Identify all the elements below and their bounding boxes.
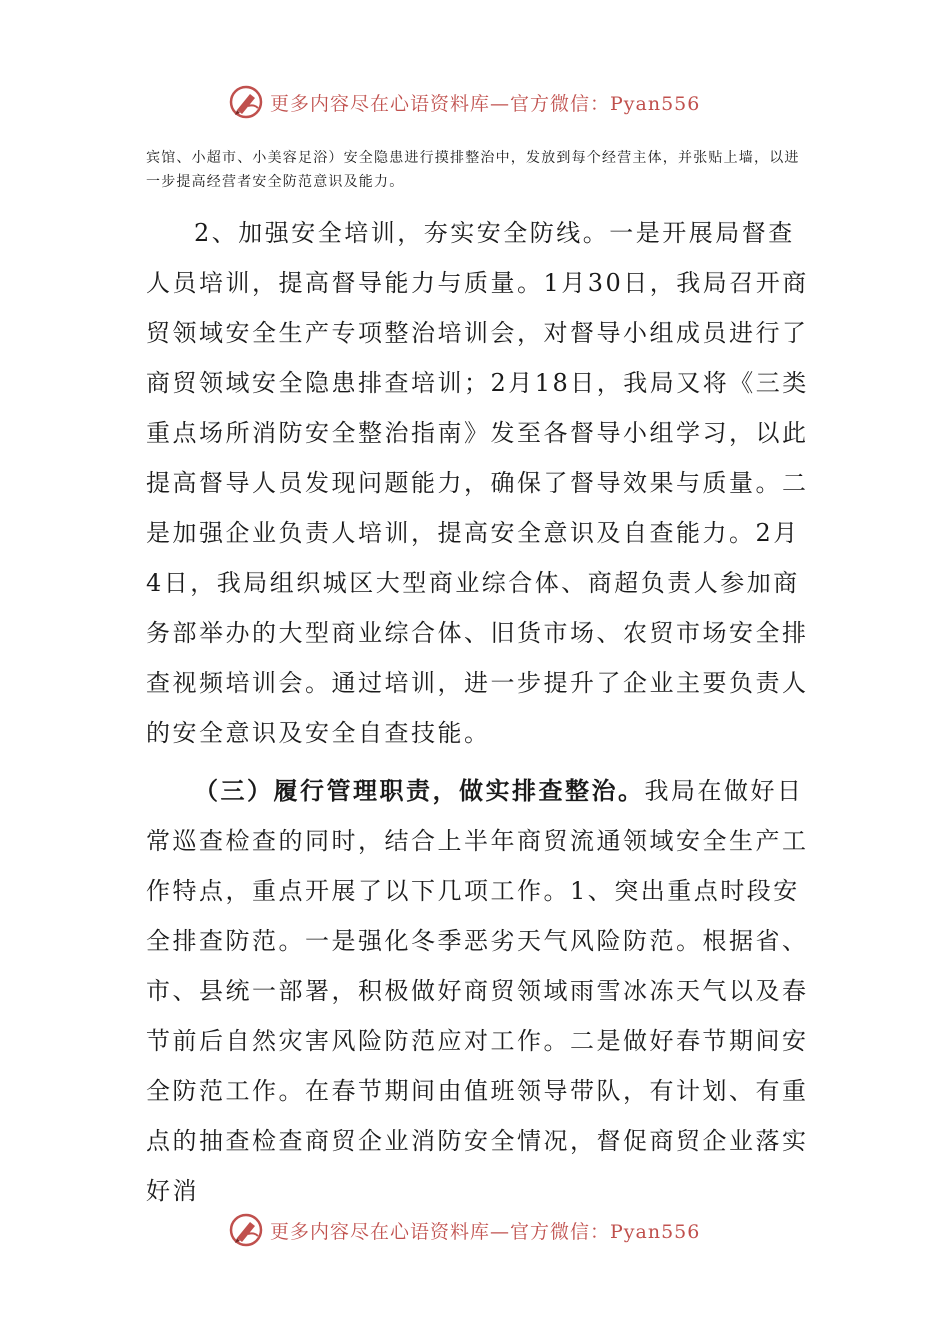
banner-text: 更多内容尽在心语资料库—官方微信：Pyan556 — [270, 1220, 701, 1243]
section-body: 我局在做好日常巡查检查的同时，结合上半年商贸流通领域安全生产工作特点，重点开展了以下几项工作。1、突出重点时段安全排查防范。一是强化冬季恶劣天气风险防范。根据省、市、县统一部署，积极做好商贸领域雨雪冰冻天气以及春节前后自然灾害风险防范应对工作。二是做好春节期间安全防范工作。在春节期间由值班领导带队，有计划、有重点的抽查检查商贸企业消防安全情况，督促商贸企业落实好消 — [146, 777, 809, 1205]
banner-text: 更多内容尽在心语资料库—官方微信：Pyan556 — [270, 92, 701, 115]
intro-paragraph: 宾馆、小超市、小美容足浴）安全隐患进行摸排整治中，发放到每个经营主体，并张贴上墙，以进一步提高经营者安全防范意识及能力。 — [146, 150, 800, 190]
paragraph-management — [146, 766, 810, 1216]
section-heading: （三）履行管理职责，做实排查整治。 — [194, 776, 645, 805]
pen-logo-icon — [228, 84, 264, 120]
pen-logo-icon — [228, 1212, 264, 1248]
header-banner — [228, 82, 748, 122]
paragraph-training: 2、加强安全培训，夯实安全防线。一是开展局督查人员培训，提高督导能力与质量。1月30日，我局召开商贸领域安全生产专项整治培训会，对督导小组成员进行了商贸领域安全隐患排查培训；2月18日，我局又将《三类重点场所消防安全整治指南》发至各督导小组学习，以此提高督导人员发现问题能力，确保了督导效果与质量。二是加强企业负责人培训，提高安全意识及自查能力。2月4日，我局组织城区大型商业综合体、商超负责人参加商务部举办的大型商业综合体、旧货市场、农贸市场安全排查视频培训会。通过培训，进一步提升了企业主要负责人的安全意识及安全自查技能。 — [146, 219, 809, 747]
footer-banner — [228, 1210, 748, 1250]
